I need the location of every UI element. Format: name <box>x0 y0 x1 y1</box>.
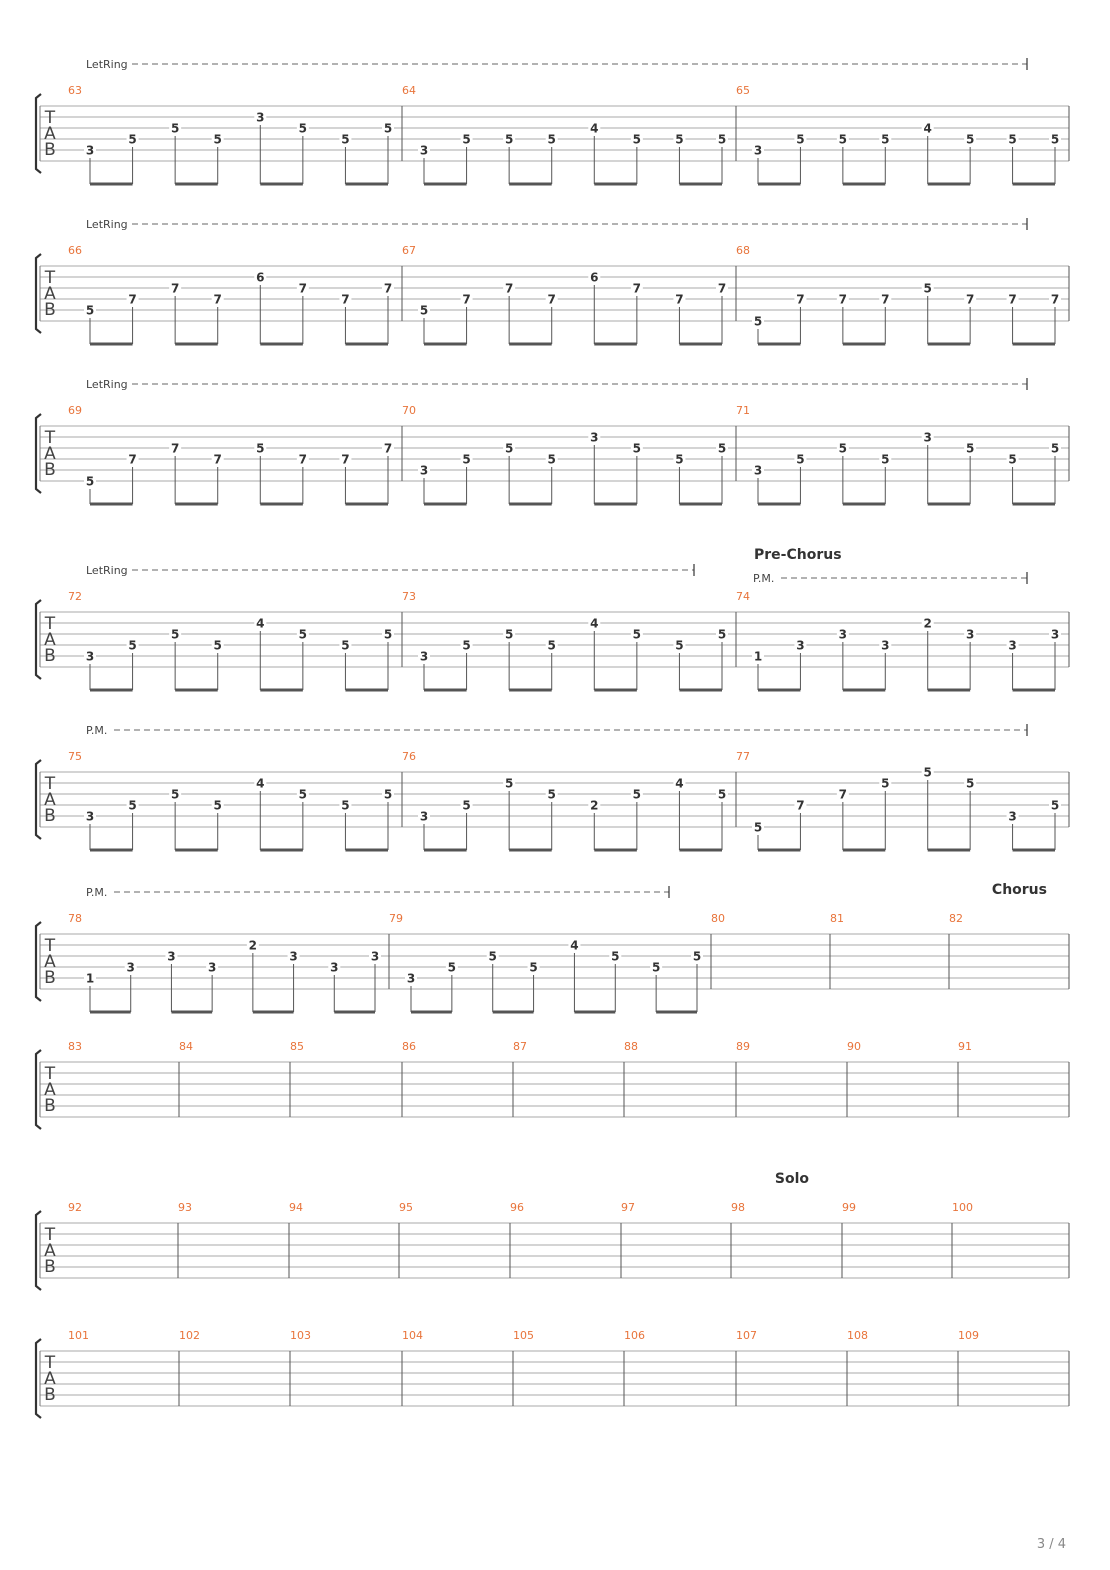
fret-number: 7 <box>965 292 975 307</box>
tab-clef-letter: B <box>44 1385 56 1405</box>
fret-number: 5 <box>504 132 514 147</box>
tab-system <box>36 724 1069 850</box>
fret-number: 5 <box>881 132 890 147</box>
fret-number: 7 <box>298 452 308 467</box>
fret-number: 5 <box>753 820 763 835</box>
bar-number: 85 <box>290 1040 304 1053</box>
fret-number: 3 <box>85 809 95 824</box>
fret-number: 7 <box>632 281 642 296</box>
fret-number: 5 <box>213 132 222 147</box>
fret-number: 7 <box>462 292 471 307</box>
fret-number: 5 <box>717 787 727 802</box>
fret-number: 7 <box>796 798 805 813</box>
bar-number: 107 <box>736 1329 757 1342</box>
tab-clef-letter: T <box>44 428 56 448</box>
bar-number: 90 <box>847 1040 861 1053</box>
tab-system <box>36 547 1069 690</box>
fret-number: 5 <box>170 787 180 802</box>
fret-number: 5 <box>383 787 393 802</box>
bar-number: 65 <box>736 84 750 97</box>
fret-number: 5 <box>298 121 308 136</box>
fret-number: 7 <box>341 292 350 307</box>
tab-clef-letter: B <box>44 300 56 320</box>
fret-number: 5 <box>881 452 890 467</box>
tab-clef-letter: B <box>44 1096 56 1116</box>
bar-number: 77 <box>736 750 750 763</box>
bar-number: 100 <box>952 1201 973 1214</box>
page-indicator: 3 / 4 <box>1036 1537 1066 1552</box>
bar-number: 71 <box>736 404 750 417</box>
bar-number: 69 <box>68 404 82 417</box>
fret-number: 5 <box>298 627 308 642</box>
let-ring-label: LetRing <box>86 378 128 391</box>
fret-number: 3 <box>167 949 176 964</box>
fret-number: 5 <box>462 638 471 653</box>
tab-systems <box>36 58 1069 1418</box>
fret-number: 5 <box>717 441 727 456</box>
fret-number: 5 <box>547 638 556 653</box>
fret-number: 5 <box>170 627 180 642</box>
tab-system <box>36 218 1069 344</box>
tab-system <box>36 1171 1069 1290</box>
fret-number: 3 <box>419 463 429 478</box>
fret-number: 4 <box>256 776 265 791</box>
fret-number: 5 <box>753 314 763 329</box>
fret-number: 5 <box>462 452 471 467</box>
bar-number: 74 <box>736 590 750 603</box>
fret-number: 5 <box>341 798 350 813</box>
fret-number: 2 <box>248 938 258 953</box>
bar-number: 105 <box>513 1329 534 1342</box>
bar-number: 88 <box>624 1040 638 1053</box>
fret-number: 5 <box>965 132 975 147</box>
fret-number: 5 <box>462 132 471 147</box>
fret-number: 4 <box>256 616 265 631</box>
fret-number: 5 <box>1050 798 1060 813</box>
fret-number: 5 <box>838 132 848 147</box>
bar-number: 104 <box>402 1329 423 1342</box>
bar-number: 91 <box>958 1040 972 1053</box>
fret-number: 5 <box>504 776 514 791</box>
fret-number: 4 <box>590 121 599 136</box>
palm-mute-label: P.M. <box>86 724 108 737</box>
fret-number: 5 <box>1050 132 1060 147</box>
fret-number: 6 <box>256 270 265 285</box>
tab-clef-letter: T <box>44 108 56 128</box>
tab-clef-letter: A <box>44 790 56 810</box>
fret-number: 7 <box>838 787 848 802</box>
bar-number: 103 <box>290 1329 311 1342</box>
fret-number: 5 <box>504 441 514 456</box>
tab-clef-letter: T <box>44 1064 56 1084</box>
tab-clef-letter: T <box>44 774 56 794</box>
bar-number: 64 <box>402 84 416 97</box>
bar-number: 96 <box>510 1201 524 1214</box>
fret-number: 7 <box>170 281 180 296</box>
bar-number: 106 <box>624 1329 645 1342</box>
fret-number: 3 <box>419 649 429 664</box>
fret-number: 5 <box>504 627 514 642</box>
tab-clef-letter: T <box>44 936 56 956</box>
bar-number: 79 <box>389 912 403 925</box>
fret-number: 2 <box>923 616 932 631</box>
bar-number: 66 <box>68 244 82 257</box>
fret-number: 5 <box>85 303 95 318</box>
section-label: Solo <box>774 1171 809 1187</box>
fret-number: 5 <box>692 949 702 964</box>
fret-number: 2 <box>590 798 599 813</box>
fret-number: 5 <box>965 776 975 791</box>
fret-number: 5 <box>383 121 393 136</box>
tab-clef-letter: B <box>44 968 56 988</box>
fret-number: 5 <box>213 638 222 653</box>
fret-number: 5 <box>838 441 848 456</box>
tab-clef-letter: A <box>44 124 56 144</box>
fret-number: 3 <box>881 638 890 653</box>
bar-number: 101 <box>68 1329 89 1342</box>
fret-number: 7 <box>341 452 350 467</box>
fret-number: 5 <box>651 960 661 975</box>
fret-number: 7 <box>383 441 393 456</box>
fret-number: 3 <box>923 430 932 445</box>
tab-system <box>36 378 1069 504</box>
fret-number: 5 <box>128 132 137 147</box>
fret-number: 7 <box>717 281 727 296</box>
fret-number: 5 <box>675 452 684 467</box>
fret-number: 5 <box>341 638 350 653</box>
fret-number: 3 <box>85 649 95 664</box>
bar-number: 93 <box>178 1201 192 1214</box>
bar-number: 84 <box>179 1040 193 1053</box>
fret-number: 5 <box>881 776 890 791</box>
fret-number: 3 <box>126 960 135 975</box>
fret-number: 5 <box>547 132 556 147</box>
fret-number: 5 <box>632 132 642 147</box>
bar-number: 81 <box>830 912 844 925</box>
bar-number: 89 <box>736 1040 750 1053</box>
fret-number: 5 <box>529 960 538 975</box>
bar-number: 82 <box>949 912 963 925</box>
fret-number: 7 <box>547 292 556 307</box>
fret-number: 3 <box>753 463 763 478</box>
fret-number: 5 <box>632 627 642 642</box>
fret-number: 3 <box>796 638 805 653</box>
bar-number: 78 <box>68 912 82 925</box>
fret-number: 7 <box>128 292 137 307</box>
bar-number: 109 <box>958 1329 979 1342</box>
fret-number: 5 <box>547 452 556 467</box>
bar-number: 108 <box>847 1329 868 1342</box>
tab-clef-letter: A <box>44 630 56 650</box>
fret-number: 5 <box>447 960 457 975</box>
tab-clef-letter: T <box>44 268 56 288</box>
bar-number: 94 <box>289 1201 303 1214</box>
fret-number: 5 <box>717 132 727 147</box>
fret-number: 5 <box>965 441 975 456</box>
tab-system <box>36 882 1069 1012</box>
palm-mute-label: P.M. <box>753 572 775 585</box>
tab-clef-letter: B <box>44 806 56 826</box>
let-ring-label: LetRing <box>86 564 128 577</box>
fret-number: 5 <box>419 303 429 318</box>
fret-number: 7 <box>504 281 514 296</box>
fret-number: 3 <box>1008 809 1017 824</box>
tab-clef-letter: A <box>44 1241 56 1261</box>
fret-number: 3 <box>419 809 429 824</box>
fret-number: 3 <box>85 143 95 158</box>
fret-number: 5 <box>213 798 222 813</box>
fret-number: 7 <box>298 281 308 296</box>
bar-number: 87 <box>513 1040 527 1053</box>
let-ring-label: LetRing <box>86 218 128 231</box>
tab-clef-letter: B <box>44 140 56 160</box>
fret-number: 5 <box>632 787 642 802</box>
section-label: Chorus <box>991 882 1047 898</box>
fret-number: 3 <box>207 960 217 975</box>
fret-number: 7 <box>1008 292 1017 307</box>
fret-number: 7 <box>796 292 805 307</box>
fret-number: 1 <box>85 971 95 986</box>
fret-number: 5 <box>1008 132 1017 147</box>
fret-number: 5 <box>717 627 727 642</box>
fret-number: 4 <box>590 616 599 631</box>
tab-system <box>36 58 1069 184</box>
bar-number: 95 <box>399 1201 413 1214</box>
fret-number: 5 <box>1008 452 1017 467</box>
fret-number: 4 <box>570 938 579 953</box>
fret-number: 3 <box>965 627 975 642</box>
tab-clef-letter: T <box>44 1353 56 1373</box>
bar-number: 73 <box>402 590 416 603</box>
tab-system <box>36 1329 1069 1418</box>
fret-number: 5 <box>611 949 620 964</box>
tab-clef-letter: T <box>44 1225 56 1245</box>
fret-number: 7 <box>838 292 848 307</box>
fret-number: 3 <box>256 110 265 125</box>
bar-number: 98 <box>731 1201 745 1214</box>
fret-number: 3 <box>330 960 339 975</box>
fret-number: 5 <box>298 787 308 802</box>
tab-clef-letter: B <box>44 460 56 480</box>
tab-clef-letter: A <box>44 1080 56 1100</box>
bar-number: 72 <box>68 590 82 603</box>
fret-number: 3 <box>590 430 599 445</box>
fret-number: 7 <box>213 452 222 467</box>
tab-clef-letter: A <box>44 284 56 304</box>
bar-number: 102 <box>179 1329 200 1342</box>
tab-clef-letter: T <box>44 614 56 634</box>
fret-number: 5 <box>488 949 497 964</box>
tab-clef-letter: A <box>44 444 56 464</box>
bar-number: 76 <box>402 750 416 763</box>
fret-number: 3 <box>1008 638 1017 653</box>
bar-number: 80 <box>711 912 725 925</box>
fret-number: 3 <box>753 143 763 158</box>
fret-number: 5 <box>923 281 932 296</box>
bar-number: 75 <box>68 750 82 763</box>
fret-number: 5 <box>85 474 95 489</box>
tab-clef-letter: B <box>44 646 56 666</box>
bar-number: 99 <box>842 1201 856 1214</box>
fret-number: 3 <box>838 627 848 642</box>
tab-clef-letter: A <box>44 952 56 972</box>
fret-number: 5 <box>547 787 556 802</box>
fret-number: 7 <box>383 281 393 296</box>
fret-number: 3 <box>1050 627 1060 642</box>
fret-number: 5 <box>128 798 137 813</box>
fret-number: 7 <box>675 292 684 307</box>
tab-clef-letter: A <box>44 1369 56 1389</box>
fret-number: 4 <box>923 121 932 136</box>
bar-number: 68 <box>736 244 750 257</box>
bar-number: 92 <box>68 1201 82 1214</box>
fret-number: 7 <box>213 292 222 307</box>
section-label: Pre-Chorus <box>754 547 842 563</box>
fret-number: 3 <box>406 971 416 986</box>
fret-number: 3 <box>419 143 429 158</box>
fret-number: 3 <box>370 949 380 964</box>
fret-number: 5 <box>462 798 471 813</box>
fret-number: 7 <box>170 441 180 456</box>
fret-number: 6 <box>590 270 599 285</box>
fret-number: 5 <box>923 765 932 780</box>
tab-clef-letter: B <box>44 1257 56 1277</box>
bar-number: 70 <box>402 404 416 417</box>
bar-number: 97 <box>621 1201 635 1214</box>
fret-number: 5 <box>341 132 350 147</box>
let-ring-label: LetRing <box>86 58 128 71</box>
bar-number: 63 <box>68 84 82 97</box>
fret-number: 5 <box>383 627 393 642</box>
tab-system <box>36 1040 1069 1129</box>
fret-number: 5 <box>128 638 137 653</box>
palm-mute-label: P.M. <box>86 886 108 899</box>
bar-number: 67 <box>402 244 416 257</box>
fret-number: 7 <box>1050 292 1060 307</box>
fret-number: 5 <box>1050 441 1060 456</box>
fret-number: 5 <box>675 132 684 147</box>
fret-number: 5 <box>170 121 180 136</box>
fret-number: 7 <box>128 452 137 467</box>
bar-number: 83 <box>68 1040 82 1053</box>
fret-number: 7 <box>881 292 890 307</box>
fret-number: 5 <box>796 132 805 147</box>
bar-number: 86 <box>402 1040 416 1053</box>
fret-number: 5 <box>675 638 684 653</box>
fret-number: 3 <box>289 949 298 964</box>
fret-number: 4 <box>675 776 684 791</box>
fret-number: 5 <box>256 441 265 456</box>
fret-number: 5 <box>632 441 642 456</box>
fret-number: 5 <box>796 452 805 467</box>
fret-number: 1 <box>753 649 763 664</box>
